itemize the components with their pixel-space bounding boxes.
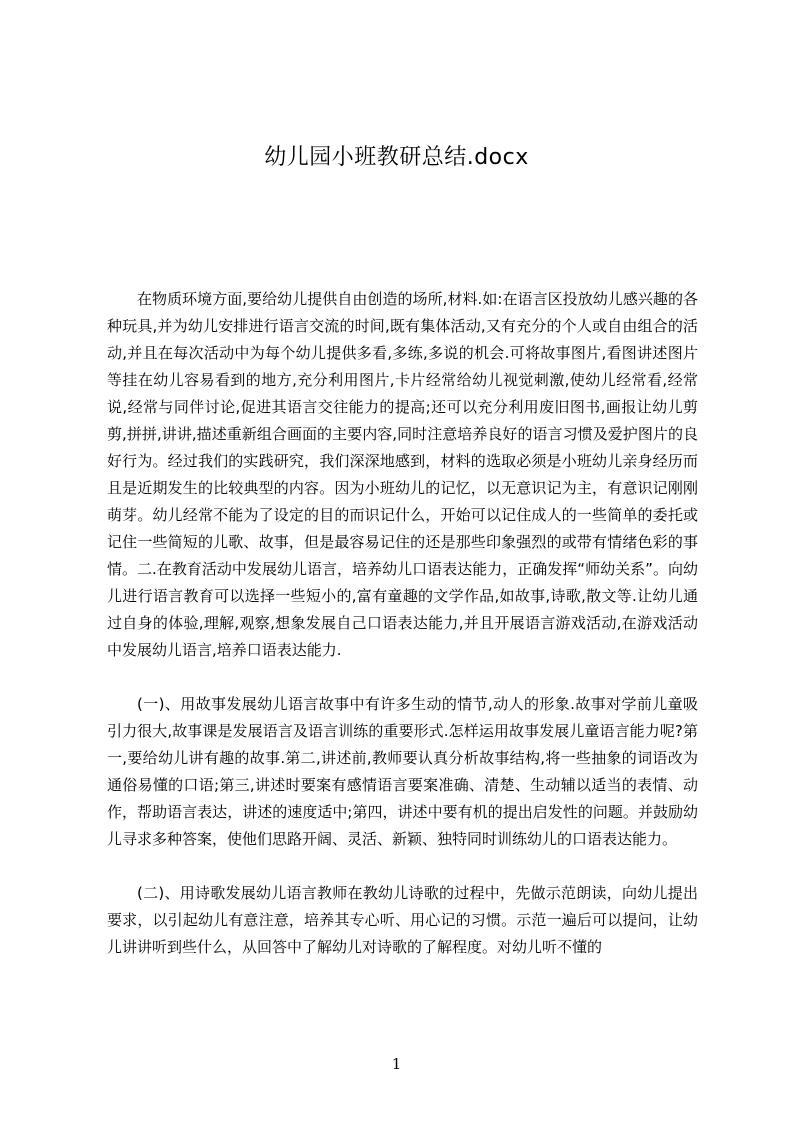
document-body [107, 286, 698, 961]
paragraph-story-language: (一)、用故事发展幼儿语言故事中有许多生动的情节,动人的形象.故事对学前儿童吸引力很大,故事课是发展语言及语言训练的重要形式.怎样运用故事发展儿童语言能力呢?第一,要给幼儿讲有趣的故事.第二,讲述前,教师要认真分析故事结构,将一些抽象的词语改为通俗易懂的口语;第三,讲述时要案有感情语言要案准确、清楚、生动辅以适当的表情、动作，帮助语言表达，讲述的速度适中;第四，讲述中要有机的提出启发性的问题。并鼓励幼儿寻求多种答案，使他们思路开阔、灵活、新颖、独特同时训练幼儿的口语表达能力。 [107, 695, 698, 848]
page-number: 1 [391, 1055, 402, 1073]
paragraph-poem-language: (二)、用诗歌发展幼儿语言教师在教幼儿诗歌的过程中，先做示范朗读，向幼儿提出要求，以引起幼儿有意注意，培养其专心听、用心记的习惯。示范一遍后可以提问，让幼儿讲讲听到些什么，从回答中了解幼儿对诗歌的了解程度。对幼儿听不懂的 [107, 884, 698, 956]
document-title: 幼儿园小班教研总结.docx [264, 145, 529, 170]
paragraph-material-environment: 在物质环境方面,要给幼儿提供自由创造的场所,材料.如:在语言区投放幼儿感兴趣的各种玩具,并为幼儿安排进行语言交流的时间,既有集体活动,又有充分的个人或自由组合的活动,并且在每次活动中为每个幼儿提供多看,多练,多说的机会.可将故事图片,看图讲述图片等挂在幼儿容易看到的地方,充分利用图片,卡片经常给幼儿视觉刺激,使幼儿经常看,经常说,经常与同伴讨论,促进其语言交往能力的提高;还可以充分利用废旧图书,画报让幼儿剪剪,拼拼,讲讲,描述重新组合画面的主要内容,同时注意培养良好的语言习惯及爱护图片的良好行为。经过我们的实践研究，我们深深地感到，材料的选取必须是小班幼儿亲身经历而且是近期发生的比较典型的内容。因为小班幼儿的记忆，以无意识记为主，有意识记刚刚萌芽。幼儿经常不能为了设定的目的而识记什么，开始可以记住成人的一些简单的委托或记住一些简短的儿歌、故事，但是最容易记住的还是那些印象强烈的或带有情绪色彩的事情。二.在教育活动中发展幼儿语言，培养幼儿口语表达能力，正确发挥“师幼关系”。向幼儿进行语言教育可以选择一些短小的,富有童趣的文学作品,如故事,诗歌,散文等.让幼儿通过自身的体验,理解,观察,想象发展自己口语表达能力,并且开展语言游戏活动,在游戏活动中发展幼儿语言,培养口语表达能力. [107, 290, 698, 659]
